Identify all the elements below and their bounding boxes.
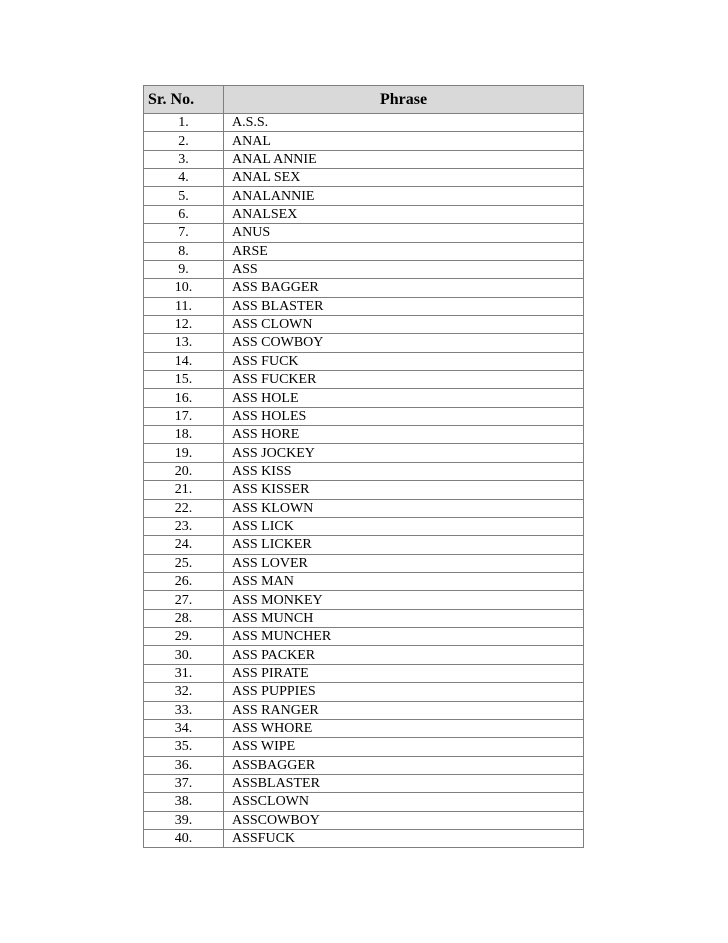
table-row: [144, 499, 584, 517]
table-row: [144, 334, 584, 352]
row-number: 12.: [144, 315, 224, 333]
row-number: 30.: [144, 646, 224, 664]
row-phrase: ASS MUNCHER: [224, 628, 584, 646]
phrase-table: [143, 85, 584, 848]
row-phrase: ANALANNIE: [224, 187, 584, 205]
row-number: 1.: [144, 114, 224, 132]
row-number: 28.: [144, 609, 224, 627]
row-phrase: ASSBLASTER: [224, 774, 584, 792]
table-row: [144, 536, 584, 554]
row-number: 19.: [144, 444, 224, 462]
table-row: [144, 811, 584, 829]
row-number: 4.: [144, 169, 224, 187]
row-phrase: ASS MUNCH: [224, 609, 584, 627]
row-phrase: ASS: [224, 260, 584, 278]
row-number: 16.: [144, 389, 224, 407]
row-phrase: ASS COWBOY: [224, 334, 584, 352]
table-row: [144, 719, 584, 737]
header-phrase: Phrase: [224, 86, 584, 114]
table-header-row: [144, 86, 584, 114]
table-row: [144, 114, 584, 132]
table-row: [144, 683, 584, 701]
row-phrase: ASS PIRATE: [224, 664, 584, 682]
row-number: 40.: [144, 830, 224, 848]
header-sr-no: Sr. No.: [144, 86, 224, 114]
row-phrase: ANUS: [224, 224, 584, 242]
row-number: 31.: [144, 664, 224, 682]
row-number: 17.: [144, 407, 224, 425]
table-row: [144, 297, 584, 315]
table-row: [144, 462, 584, 480]
table-row: [144, 426, 584, 444]
row-number: 33.: [144, 701, 224, 719]
table-row: [144, 169, 584, 187]
row-phrase: ANAL: [224, 132, 584, 150]
table-row: [144, 646, 584, 664]
row-phrase: ASS WIPE: [224, 738, 584, 756]
row-phrase: ANAL ANNIE: [224, 150, 584, 168]
table-row: [144, 187, 584, 205]
table-row: [144, 389, 584, 407]
row-number: 27.: [144, 591, 224, 609]
row-number: 3.: [144, 150, 224, 168]
table-row: [144, 738, 584, 756]
row-number: 10.: [144, 279, 224, 297]
row-number: 18.: [144, 426, 224, 444]
row-number: 7.: [144, 224, 224, 242]
table-row: [144, 830, 584, 848]
row-phrase: ASS KLOWN: [224, 499, 584, 517]
table-row: [144, 407, 584, 425]
row-phrase: ASS CLOWN: [224, 315, 584, 333]
row-number: 9.: [144, 260, 224, 278]
row-phrase: ASS BLASTER: [224, 297, 584, 315]
row-phrase: ASS KISSER: [224, 481, 584, 499]
row-number: 26.: [144, 572, 224, 590]
row-number: 13.: [144, 334, 224, 352]
table-body: [144, 114, 584, 848]
row-number: 14.: [144, 352, 224, 370]
row-phrase: ASS PUPPIES: [224, 683, 584, 701]
row-phrase: ASS JOCKEY: [224, 444, 584, 462]
table-row: [144, 664, 584, 682]
table-row: [144, 371, 584, 389]
table-row: [144, 793, 584, 811]
table-row: [144, 279, 584, 297]
row-number: 34.: [144, 719, 224, 737]
row-number: 36.: [144, 756, 224, 774]
row-number: 32.: [144, 683, 224, 701]
row-phrase: ASS MONKEY: [224, 591, 584, 609]
row-phrase: ASSBAGGER: [224, 756, 584, 774]
row-phrase: ASS FUCK: [224, 352, 584, 370]
row-number: 35.: [144, 738, 224, 756]
row-phrase: ASS PACKER: [224, 646, 584, 664]
table-row: [144, 517, 584, 535]
row-number: 38.: [144, 793, 224, 811]
table-row: [144, 628, 584, 646]
row-phrase: ASS KISS: [224, 462, 584, 480]
row-phrase: ASSFUCK: [224, 830, 584, 848]
table-row: [144, 554, 584, 572]
row-number: 21.: [144, 481, 224, 499]
table-row: [144, 352, 584, 370]
row-phrase: ASSCLOWN: [224, 793, 584, 811]
row-phrase: ASS FUCKER: [224, 371, 584, 389]
row-phrase: A.S.S.: [224, 114, 584, 132]
row-phrase: ASS LOVER: [224, 554, 584, 572]
row-number: 20.: [144, 462, 224, 480]
table-row: [144, 242, 584, 260]
row-number: 8.: [144, 242, 224, 260]
row-phrase: ASS HOLES: [224, 407, 584, 425]
table-row: [144, 150, 584, 168]
row-number: 11.: [144, 297, 224, 315]
table-row: [144, 315, 584, 333]
row-number: 22.: [144, 499, 224, 517]
row-phrase: ANALSEX: [224, 205, 584, 223]
table-row: [144, 481, 584, 499]
table-row: [144, 224, 584, 242]
table-row: [144, 132, 584, 150]
row-number: 29.: [144, 628, 224, 646]
row-number: 6.: [144, 205, 224, 223]
row-number: 39.: [144, 811, 224, 829]
table-row: [144, 774, 584, 792]
row-number: 24.: [144, 536, 224, 554]
table-row: [144, 756, 584, 774]
table-row: [144, 205, 584, 223]
row-phrase: ARSE: [224, 242, 584, 260]
row-phrase: ASS HOLE: [224, 389, 584, 407]
row-phrase: ASS WHORE: [224, 719, 584, 737]
row-phrase: ANAL SEX: [224, 169, 584, 187]
row-number: 23.: [144, 517, 224, 535]
row-number: 25.: [144, 554, 224, 572]
table-row: [144, 701, 584, 719]
row-phrase: ASS LICK: [224, 517, 584, 535]
row-phrase: ASSCOWBOY: [224, 811, 584, 829]
table-row: [144, 444, 584, 462]
row-number: 5.: [144, 187, 224, 205]
table-row: [144, 572, 584, 590]
table-row: [144, 260, 584, 278]
row-phrase: ASS RANGER: [224, 701, 584, 719]
row-number: 15.: [144, 371, 224, 389]
row-phrase: ASS MAN: [224, 572, 584, 590]
row-number: 2.: [144, 132, 224, 150]
row-phrase: ASS HORE: [224, 426, 584, 444]
row-phrase: ASS BAGGER: [224, 279, 584, 297]
row-number: 37.: [144, 774, 224, 792]
table-row: [144, 609, 584, 627]
row-phrase: ASS LICKER: [224, 536, 584, 554]
table-row: [144, 591, 584, 609]
